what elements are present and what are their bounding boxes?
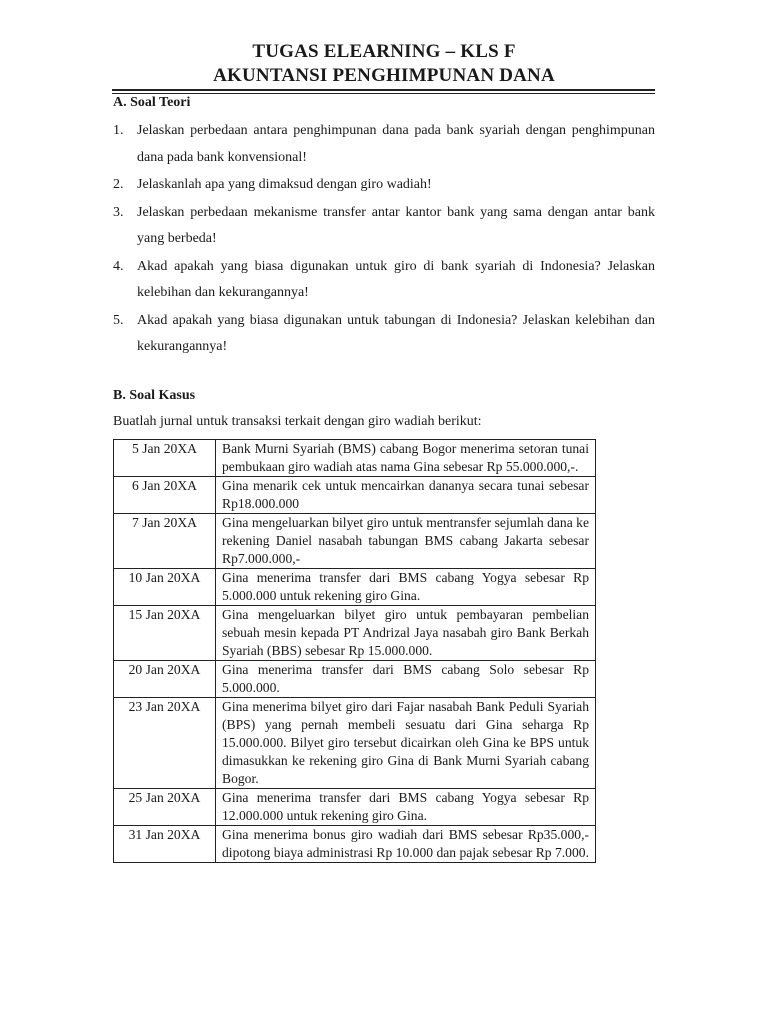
document-title <box>112 40 656 88</box>
transaction-date: 7 Jan 20XA <box>114 514 216 569</box>
transaction-description: Gina menarik cek untuk mencairkan dananya secara tunai sebesar Rp18.000.000 <box>216 477 596 514</box>
table-row <box>114 477 596 514</box>
question-number: 5. <box>113 312 124 328</box>
question-item <box>113 308 655 361</box>
question-text: Akad apakah yang biasa digunakan untuk tabungan di Indonesia? Jelaskan kelebihan dan kekurangannya! <box>137 312 655 354</box>
table-row <box>114 569 596 606</box>
transaction-description: Gina mengeluarkan bilyet giro untuk pembayaran pembelian sebuah mesin kepada PT Andrizal Jaya nasabah giro Bank Berkah Syariah (BBS) sebesar Rp 15.000.000. <box>216 606 596 661</box>
table-row <box>114 606 596 661</box>
title-line-2: AKUNTANSI PENGHIMPUNAN DANA <box>213 65 555 86</box>
transaction-date: 20 Jan 20XA <box>114 661 216 698</box>
question-text: Jelaskan perbedaan mekanisme transfer antar kantor bank yang sama dengan antar bank yang berbeda! <box>137 204 655 246</box>
transaction-description: Gina menerima transfer dari BMS cabang Yogya sebesar Rp 12.000.000 untuk rekening giro Gina. <box>216 789 596 826</box>
transaction-description: Gina menerima transfer dari BMS cabang Yogya sebesar Rp 5.000.000 untuk rekening giro Gina. <box>216 569 596 606</box>
section-b-heading: B. Soal Kasus <box>113 388 196 403</box>
transaction-description: Gina mengeluarkan bilyet giro untuk mentransfer sejumlah dana ke rekening Daniel nasabah tabungan BMS cabang Jakarta sebesar Rp7.000.000,- <box>216 514 596 569</box>
table-row <box>114 440 596 477</box>
transaction-date: 31 Jan 20XA <box>114 826 216 863</box>
question-number: 2. <box>113 177 124 192</box>
question-item <box>113 254 655 307</box>
table-row <box>114 826 596 863</box>
question-text: Akad apakah yang biasa digunakan untuk giro di bank syariah di Indonesia? Jelaskan kelebihan dan kekurangannya! <box>137 258 655 300</box>
title-line-1: TUGAS ELEARNING – KLS F <box>252 41 516 62</box>
transaction-description: Gina menerima bonus giro wadiah dari BMS sebesar Rp35.000,- dipotong biaya administrasi Rp 10.000 dan pajak sebesar Rp 7.000. <box>216 826 596 863</box>
transaction-date: 25 Jan 20XA <box>114 789 216 826</box>
transaction-date: 23 Jan 20XA <box>114 698 216 789</box>
transaction-date: 6 Jan 20XA <box>114 477 216 514</box>
question-item <box>113 118 655 171</box>
table-row <box>114 661 596 698</box>
transaction-description: Gina menerima bilyet giro dari Fajar nasabah Bank Peduli Syariah (BPS) yang pernah membeli sesuatu dari Gina seharga Rp 15.000.000. Bilyet giro tersebut dicairkan oleh Gina ke BPS untuk dimasukkan ke rekening giro Gina di Bank Murni Syariah cabang Bogor. <box>216 698 596 789</box>
table-row <box>114 698 596 789</box>
question-number: 4. <box>113 258 124 274</box>
case-intro-text: Buatlah jurnal untuk transaksi terkait dengan giro wadiah berikut: <box>113 414 482 429</box>
transaction-date: 5 Jan 20XA <box>114 440 216 477</box>
transaction-table <box>113 439 596 863</box>
table-row <box>114 514 596 569</box>
question-text: Jelaskanlah apa yang dimaksud dengan giro wadiah! <box>137 177 432 192</box>
transaction-date: 15 Jan 20XA <box>114 606 216 661</box>
question-number: 3. <box>113 204 124 220</box>
table-row <box>114 789 596 826</box>
question-text: Jelaskan perbedaan antara penghimpunan dana pada bank syariah dengan penghimpunan dana pada bank konvensional! <box>137 123 655 165</box>
question-item <box>113 172 655 199</box>
question-number: 1. <box>113 123 124 138</box>
transaction-description: Bank Murni Syariah (BMS) cabang Bogor menerima setoran tunai pembukaan giro wadiah atas nama Gina sebesar Rp 55.000.000,-. <box>216 440 596 477</box>
title-rule-thin <box>112 93 655 94</box>
section-a-heading: A. Soal Teori <box>113 95 191 110</box>
transaction-date: 10 Jan 20XA <box>114 569 216 606</box>
transaction-description: Gina menerima transfer dari BMS cabang Solo sebesar Rp 5.000.000. <box>216 661 596 698</box>
question-item <box>113 200 655 253</box>
theory-question-list <box>113 118 655 362</box>
title-rule-thick <box>112 89 655 91</box>
